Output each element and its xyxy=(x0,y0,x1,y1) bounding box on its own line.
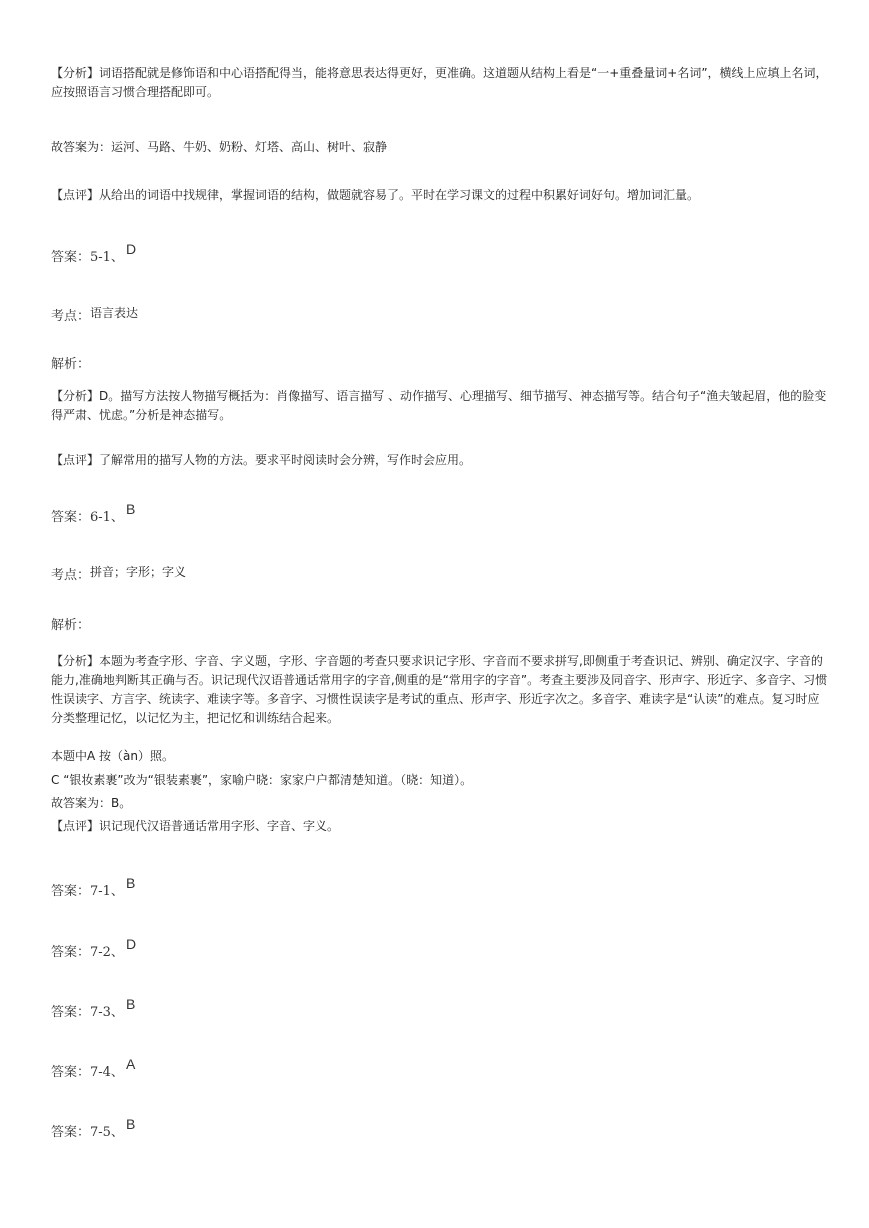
s1-answer: 故答案为：运河、马路、牛奶、奶粉、灯塔、高山、树叶、寂静 xyxy=(51,140,388,154)
kaodian-6 xyxy=(51,564,186,584)
q5-analysis: 【分析】D。描写方法按人物描写概括为：肖像描写、语言描写 、动作描写、心理描写、细节描写、神态描写等。结合句子“渔夫皱起眉，他的脸变得严肃、忧虑。”分析是神态描写。 xyxy=(51,389,827,422)
q6-line4: 故答案为：B。 xyxy=(51,796,132,810)
answer-6-1 xyxy=(51,501,136,526)
kaodian-value: 拼音；字形；字义 xyxy=(90,565,187,579)
answer-label: 答案：5-1、 xyxy=(51,250,124,265)
answer-label: 答案：6-1、 xyxy=(51,510,124,525)
answer-label: 答案：7-4、 xyxy=(51,1065,124,1080)
q6-line2: 本题中A 按（àn）照。 xyxy=(51,749,174,763)
answer-value: B xyxy=(125,996,136,1012)
answer-value: B xyxy=(125,1116,136,1132)
answer-7-3 xyxy=(51,996,136,1021)
answer-value: A xyxy=(125,1056,136,1072)
answer-value: B xyxy=(125,501,136,517)
answer-5-1 xyxy=(51,241,137,266)
q6-line3: C “银妆素裹”改为“银装素裹”，家喻户晓：家家户户都清楚知道。（晓：知道）。 xyxy=(51,773,473,787)
q6-analysis: 【分析】本题为考查字形、字音、字义题，字形、字音题的考查只要求识记字形、字音而不要求拼写,即侧重于考查识记、辨别、确定汉字、字音的能力,准确地判断其正确与否。识记现代汉语普通话常用字的字音,侧重的是“常用字的字音”。考查主要涉及同音字、形声字、形近字、多音字、习惯性误读字、方言字、统读字、难读字等。多音字、习惯性误读字是考试的重点、形声字、形近字次之。多音字、难读字是“认读”的难点。复习时应分类整理记忆，以记忆为主，把记忆和训练结合起来。 xyxy=(51,654,828,725)
jiexi-label-5: 解析： xyxy=(51,357,91,372)
answer-label: 答案：7-3、 xyxy=(51,1005,124,1020)
answer-value: D xyxy=(125,241,137,257)
answer-7-1 xyxy=(51,875,136,900)
answer-label: 答案：7-1、 xyxy=(51,884,124,899)
kaodian-label: 考点： xyxy=(51,568,91,583)
kaodian-value: 语言表达 xyxy=(90,306,139,320)
answer-label: 答案：7-5、 xyxy=(51,1125,124,1140)
s1-analysis: 【分析】词语搭配就是修饰语和中心语搭配得当，能将意思表达得更好，更准确。这道题从结构上看是“一+重叠量词+名词”，横线上应填上名词，应按照语言习惯合理搭配即可。 xyxy=(51,66,828,99)
answer-7-2 xyxy=(51,936,137,961)
answer-value: D xyxy=(125,936,137,952)
kaodian-5 xyxy=(51,305,138,325)
s1-comment: 【点评】从给出的词语中找规律，掌握词语的结构，做题就容易了。平时在学习课文的过程中积累好词好句。增加词汇量。 xyxy=(51,188,700,202)
q5-comment: 【点评】了解常用的描写人物的方法。要求平时阅读时会分辨，写作时会应用。 xyxy=(51,453,472,467)
answer-7-5 xyxy=(51,1116,136,1141)
answer-value: B xyxy=(125,875,136,891)
kaodian-label: 考点： xyxy=(51,309,91,324)
jiexi-label-6: 解析： xyxy=(51,618,91,633)
answer-label: 答案：7-2、 xyxy=(51,945,124,960)
answer-7-4 xyxy=(51,1056,136,1081)
q6-comment: 【点评】识记现代汉语普通话常用字形、字音、字义。 xyxy=(51,819,340,833)
